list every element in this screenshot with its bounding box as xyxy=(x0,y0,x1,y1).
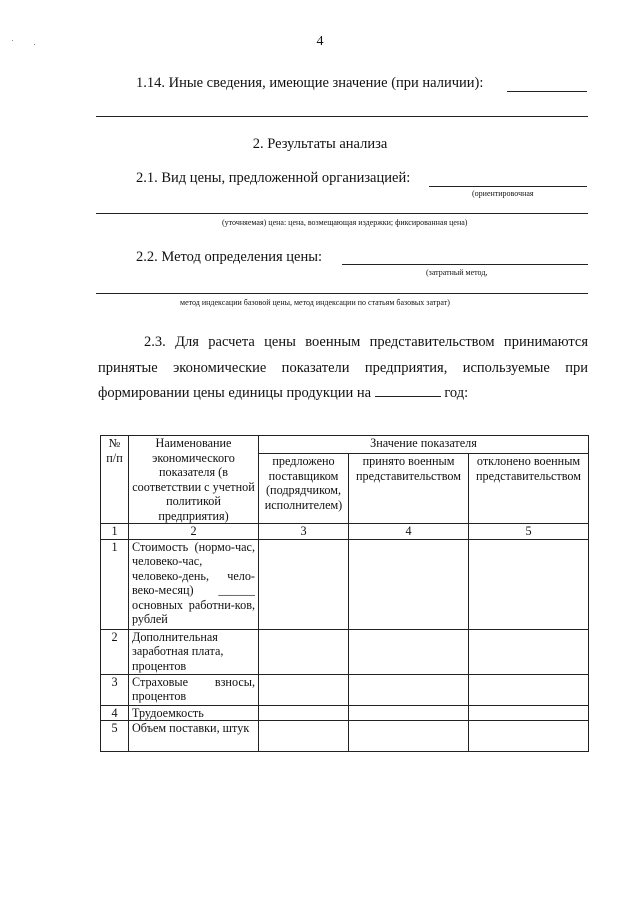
item-2-1-blank-line[interactable] xyxy=(96,213,588,214)
cell-accepted[interactable] xyxy=(349,705,469,721)
cell-rejected[interactable] xyxy=(469,674,589,705)
item-1-14-blank[interactable] xyxy=(507,91,587,92)
header-accepted: принято военным представительством xyxy=(349,454,469,524)
column-number: 2 xyxy=(129,524,259,540)
item-1-14-blank-line[interactable] xyxy=(96,116,588,117)
cell-rejected[interactable] xyxy=(469,721,589,752)
row-indicator-name: Стоимость (нормо-час, человеко-час, человеко-день, чело-веко-месяц) ______ основных работни-ков, рублей xyxy=(129,539,259,629)
column-number: 1 xyxy=(101,524,129,540)
item-2-3-text-end: год: xyxy=(440,385,469,401)
cell-rejected[interactable] xyxy=(469,539,589,629)
cell-proposed[interactable] xyxy=(259,629,349,674)
indicators-table xyxy=(100,435,589,752)
column-number: 4 xyxy=(349,524,469,540)
table-row xyxy=(101,721,589,752)
cell-proposed[interactable] xyxy=(259,539,349,629)
table-row xyxy=(101,629,589,674)
cell-accepted[interactable] xyxy=(349,539,469,629)
row-indicator-name: Дополнительная заработная плата, процентов xyxy=(129,629,259,674)
row-num: 2 xyxy=(101,629,129,674)
scan-speck xyxy=(12,40,13,41)
page-number: 4 xyxy=(316,34,324,49)
row-num: 1 xyxy=(101,539,129,629)
header-proposed: предложено поставщиком (подрядчиком, исполнителем) xyxy=(259,454,349,524)
cell-accepted[interactable] xyxy=(349,721,469,752)
row-indicator-name: Страховые взносы, процентов xyxy=(129,674,259,705)
item-2-2-hint-2: метод индексации базовой цены, метод индексации по статьям базовых затрат) xyxy=(180,298,450,307)
item-2-2-blank-line[interactable] xyxy=(96,293,588,294)
header-rejected: отклонено военным представительством xyxy=(469,454,589,524)
item-1-14-text: 1.14. Иные сведения, имеющие значение (при наличии): xyxy=(136,75,484,91)
header-indicator-name: Наименование экономического показателя (в соответствии с учетной политикой предприятия) xyxy=(129,436,259,524)
column-numbers-row xyxy=(101,524,589,540)
item-2-2-blank[interactable] xyxy=(342,264,588,265)
row-num: 4 xyxy=(101,705,129,721)
column-number: 5 xyxy=(469,524,589,540)
row-num: 5 xyxy=(101,721,129,752)
table-row xyxy=(101,705,589,721)
header-num: № п/п xyxy=(101,436,129,524)
item-2-1-hint-1: (ориентировочная xyxy=(472,189,534,198)
year-blank[interactable] xyxy=(375,385,441,397)
item-2-1-hint-2: (уточняемая) цена: цена, возмещающая издержки; фиксированная цена) xyxy=(222,218,468,227)
item-2-3-text: 2.3. Для расчета цены военным представительством принимаются принятые экономические показатели предприятия, используемые при формировании цены единицы продукции на xyxy=(98,334,588,401)
cell-accepted[interactable] xyxy=(349,674,469,705)
item-2-3-paragraph xyxy=(98,330,588,407)
item-2-2-text: 2.2. Метод определения цены: xyxy=(136,249,323,265)
cell-proposed[interactable] xyxy=(259,705,349,721)
row-indicator-name: Трудоемкость xyxy=(129,705,259,721)
item-2-2-hint-1: (затратный метод, xyxy=(426,268,488,277)
item-2-1-blank[interactable] xyxy=(429,186,587,187)
section-2-title: 2. Результаты анализа xyxy=(252,136,388,152)
scan-speck xyxy=(34,44,35,45)
table-row xyxy=(101,674,589,705)
item-2-1-text: 2.1. Вид цены, предложенной организацией: xyxy=(136,170,411,186)
row-indicator-name: Объем поставки, штук xyxy=(129,721,259,752)
cell-proposed[interactable] xyxy=(259,674,349,705)
table-row xyxy=(101,539,589,629)
cell-accepted[interactable] xyxy=(349,629,469,674)
row-num: 3 xyxy=(101,674,129,705)
column-number: 3 xyxy=(259,524,349,540)
cell-rejected[interactable] xyxy=(469,629,589,674)
table-header-row xyxy=(101,436,589,454)
header-value-group: Значение показателя xyxy=(259,436,589,454)
cell-proposed[interactable] xyxy=(259,721,349,752)
cell-rejected[interactable] xyxy=(469,705,589,721)
